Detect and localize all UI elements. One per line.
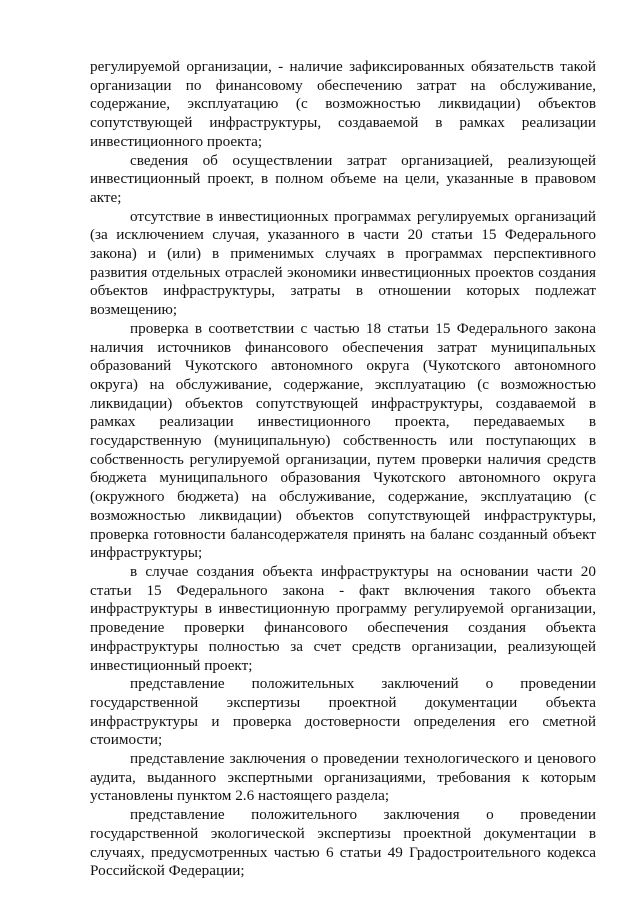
paragraph-8: представление положительного заключения о проведении государственной экологической экспертизы проектной документации в случаях, предусмотренных частью 6 статьи 49 Градостроительного кодекса Российской Федерации;	[90, 806, 596, 880]
paragraph-5: в случае создания объекта инфраструктуры на основании части 20 статьи 15 Федерального закона - факт включения такого объекта инфраструктуры в инвестиционную программу регулируемой организации, проведение проверки финансового обеспечения создания объекта инфраструктуры полностью за счет средств организации, реализующей инвестиционный проект;	[90, 562, 596, 674]
paragraph-7: представление заключения о проведении технологического и ценового аудита, выданного экспертными организациями, требования к которым установлены пунктом 2.6 настоящего раздела;	[90, 750, 596, 805]
paragraph-2: сведения об осуществлении затрат организацией, реализующей инвестиционный проект, в полном объеме на цели, указанные в правовом акте;	[90, 151, 596, 206]
paragraph-4: проверка в соответствии с частью 18 статьи 15 Федерального закона наличия источников финансового обеспечения затрат муниципальных образований Чукотского автономного округа (Чукотского автономного округа) на обслуживание, содержание, эксплуатацию (с возможностью ликвидации) объектов сопутствующей инфраструктуры, создаваемой в рамках реализации инвестиционного проекта, передаваемых в государственную (муниципальную) собственность или поступающих в собственность регулируемой организации, путем проверки наличия средств бюджета муниципального образования Чукотского автономного округа (окружного бюджета) на обслуживание, содержание, эксплуатацию (с возможностью ликвидации) объектов сопутствующей инфраструктуры, проверка готовности балансодержателя принять на баланс созданный объект инфраструктуры;	[90, 319, 596, 562]
document-body	[90, 58, 596, 881]
paragraph-1: регулируемой организации, - наличие зафиксированных обязательств такой организации по финансовому обеспечению затрат на обслуживание, содержание, эксплуатацию (с возможностью ликвидации) объектов сопутствующей инфраструктуры, создаваемой в рамках реализации инвестиционного проекта;	[90, 58, 596, 150]
paragraph-6: представление положительных заключений о проведении государственной экспертизы проектной документации объекта инфраструктуры и проверка достоверности определения его сметной стоимости;	[90, 675, 596, 749]
paragraph-3: отсутствие в инвестиционных программах регулируемых организаций (за исключением случая, указанного в части 20 статьи 15 Федерального закона) и (или) в применимых случаях в программах перспективного развития отдельных отраслей экономики инвестиционных проектов создания объектов инфраструктуры, затраты в отношении которых подлежат возмещению;	[90, 207, 596, 319]
